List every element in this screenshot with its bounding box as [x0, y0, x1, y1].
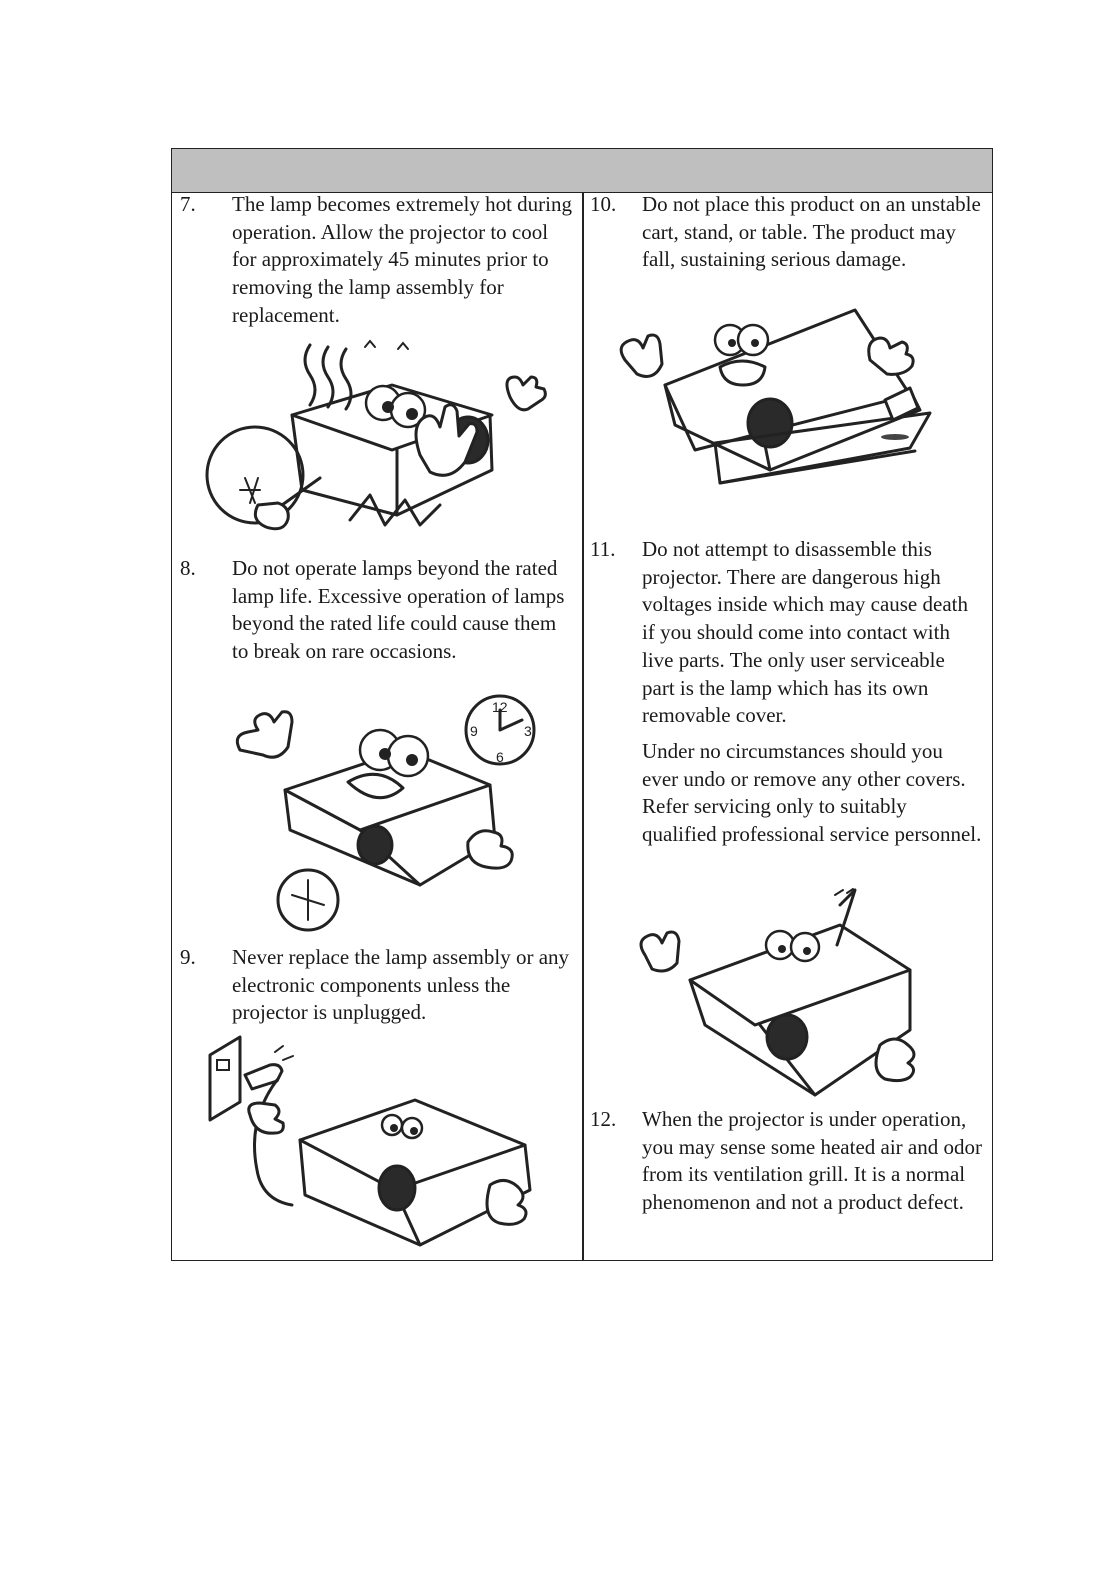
item-number: 7.: [180, 192, 196, 216]
no-disassemble-illustration: [635, 885, 935, 1100]
item-number: 8.: [180, 556, 196, 580]
unstable-surface-illustration: [610, 305, 950, 520]
item-text: Do not operate lamps beyond the rated lamp life. Excessive operation of lamps beyond the rated life could cause them to break on rare occasions.: [232, 556, 565, 664]
item-text: Do not attempt to disassemble this projector. There are dangerous high voltages inside which may cause death if you should come into contact with live parts. The only user serviceable part is the lamp which has its own removable cover.: [642, 537, 968, 728]
clock-numeral: 6: [496, 749, 504, 765]
item-number: 11.: [590, 537, 616, 561]
item-text: Under no circumstances should you ever undo or remove any other covers. Refer servicing only to suitably qualified professional service personnel.: [642, 738, 982, 847]
item-number: 12.: [590, 1107, 617, 1131]
clock-numeral: 12: [492, 699, 508, 715]
plug-icon: [245, 1065, 282, 1089]
item-text: Never replace the lamp assembly or any electronic components unless the projector is unplugged.: [232, 945, 570, 1025]
clock-numeral: 9: [470, 723, 478, 739]
item-text: The lamp becomes extremely hot during operation. Allow the projector to cool for approximately 45 minutes prior to removing the lamp assembly for replacement.: [232, 192, 572, 327]
column-divider: [582, 193, 584, 1260]
wall-outlet-icon: [210, 1037, 240, 1120]
item-text: When the projector is under operation, you may sense some heated air and odor from its ventilation grill. It is a normal phenomenon and not a product defect.: [642, 1107, 982, 1215]
item-number: 9.: [180, 945, 196, 969]
lamp-life-illustration: [230, 690, 550, 940]
screwdriver-icon: [837, 890, 855, 945]
clock-numeral: 3: [524, 723, 532, 739]
item-text: Do not place this product on an unstable cart, stand, or table. The product may fall, sustaining serious damage.: [642, 192, 981, 272]
hot-lamp-illustration: [200, 335, 565, 545]
item-number: 10.: [590, 192, 617, 216]
unplug-illustration: [205, 1030, 540, 1250]
table-header-bar: [172, 149, 992, 193]
